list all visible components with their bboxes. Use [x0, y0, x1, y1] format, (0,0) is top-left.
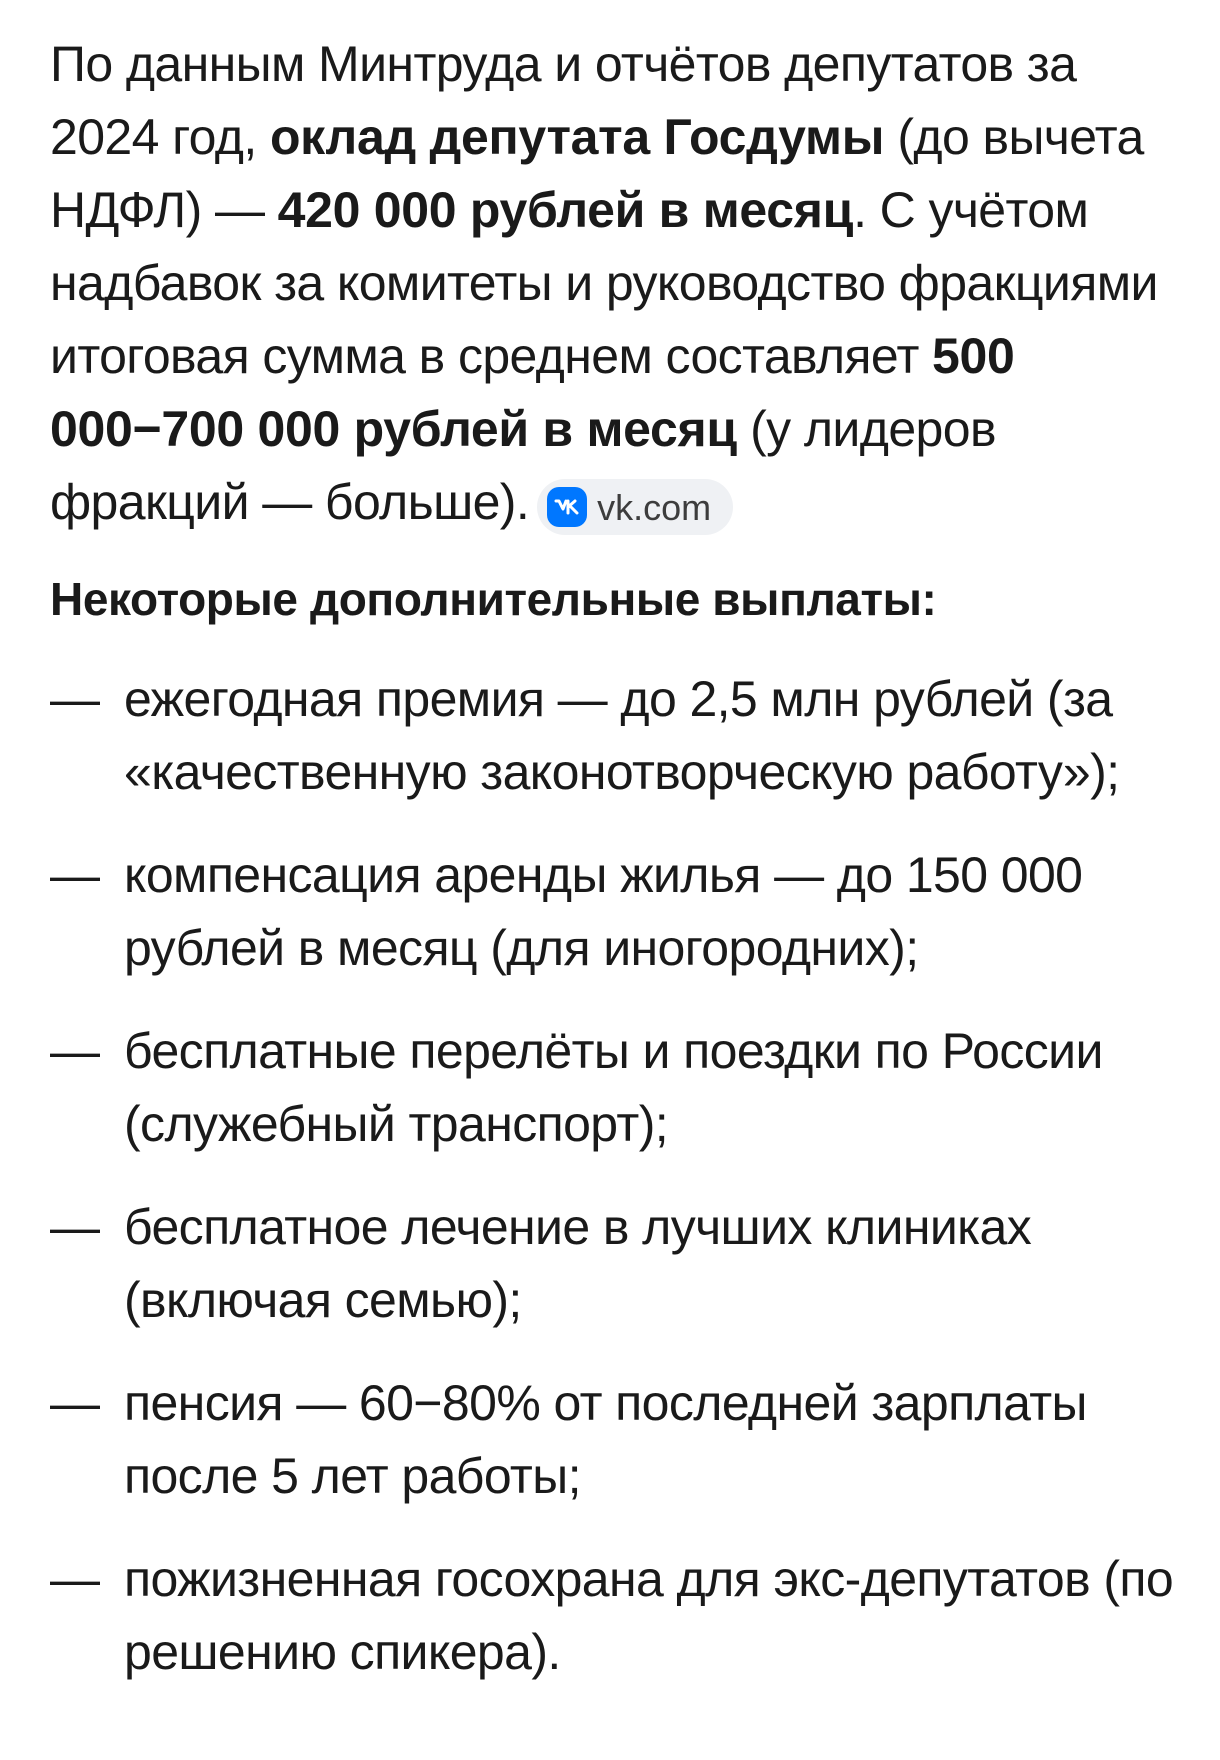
list-item: [50, 839, 1180, 985]
list-item-text: пожизненная госохрана для экс-депутатов (по решению спикера).: [124, 1551, 1174, 1680]
intro-bold-salary: оклад депутата Госдумы: [269, 109, 885, 165]
list-item: [50, 1191, 1180, 1337]
dash-marker: —: [50, 671, 100, 727]
section-heading: Некоторые дополнительные выплаты:: [50, 573, 937, 625]
source-label: vk.com: [597, 486, 712, 528]
source-chip-vk[interactable]: [537, 479, 733, 535]
list-item-text: бесплатные перелёты и поездки по России (служебный транспорт);: [124, 1023, 1103, 1152]
intro-text-1: По данным Минтруда и отчётов депутатов за 2024 год,: [50, 36, 1077, 165]
intro-bold-amount: 420 000 рублей в месяц: [277, 182, 854, 238]
list-item: [50, 1543, 1180, 1689]
list-item-text: пенсия — 60−80% от последней зарплаты после 5 лет работы;: [124, 1375, 1087, 1504]
list-item: [50, 1367, 1180, 1513]
answer-content: [50, 28, 1180, 1719]
list-item: [50, 663, 1180, 809]
list-item-text: бесплатное лечение в лучших клиниках (включая семью);: [124, 1199, 1032, 1328]
vk-icon: [547, 487, 587, 527]
dash-marker: —: [50, 847, 100, 903]
list-item: [50, 1015, 1180, 1161]
list-item-text: компенсация аренды жилья — до 150 000 рублей в месяц (для иногородних);: [124, 847, 1083, 976]
extra-payments-list: [50, 663, 1180, 1689]
dash-marker: —: [50, 1199, 100, 1255]
intro-text-3: . С учётом надбавок за комитеты и руководство фракциями итоговая сумма в среднем составляет: [50, 182, 1158, 384]
intro-paragraph: [50, 28, 1180, 539]
dash-marker: —: [50, 1023, 100, 1079]
intro-bold-range: 500 000−700 000 рублей в месяц: [50, 328, 1015, 457]
intro-text-2: (до вычета НДФЛ) —: [50, 109, 1144, 238]
list-item-text: ежегодная премия — до 2,5 млн рублей (за «качественную законотворческую работу»);: [124, 671, 1120, 800]
dash-marker: —: [50, 1375, 100, 1431]
dash-marker: —: [50, 1551, 100, 1607]
intro-text-4: (у лидеров фракций — больше).: [50, 401, 996, 530]
